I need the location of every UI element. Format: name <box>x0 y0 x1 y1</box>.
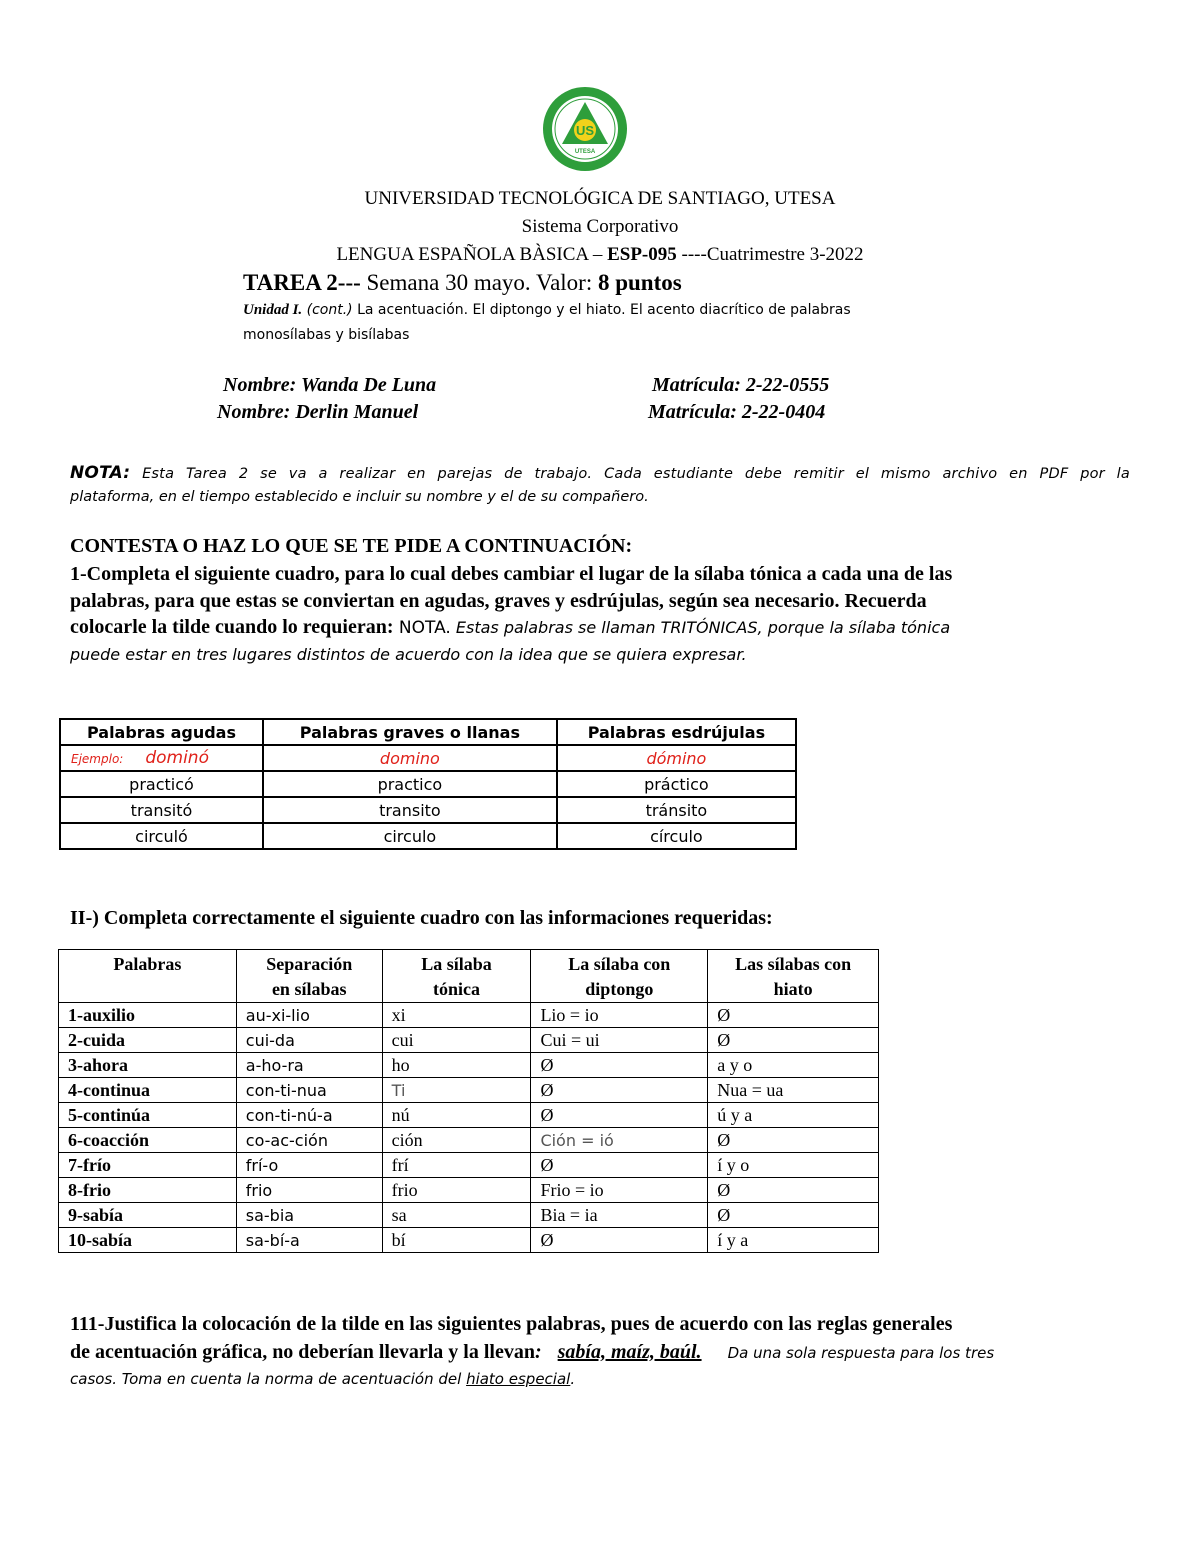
table-cell: tránsito <box>557 797 796 823</box>
table-cell: xi <box>382 1003 531 1028</box>
table-cell: bí <box>382 1228 531 1253</box>
table-cell: 8-frio <box>59 1178 237 1203</box>
table-row <box>59 1153 879 1178</box>
table-cell: práctico <box>557 771 796 797</box>
table-cell: í y o <box>708 1153 879 1178</box>
section1-line2: palabras, para que estas se conviertan en agudas, graves y esdrújulas, según sea necesario. Recuerda <box>70 590 927 612</box>
table-cell: a-ho-ra <box>236 1053 382 1078</box>
header-palabras: Palabras <box>59 950 237 1003</box>
table-cell: Ø <box>708 1028 879 1053</box>
table-cell: 3-ahora <box>59 1053 237 1078</box>
table-cell: 5-continúa <box>59 1103 237 1128</box>
table-cell: círculo <box>557 823 796 849</box>
table-cell: frio <box>382 1178 531 1203</box>
table-cell: frí <box>382 1153 531 1178</box>
table-cell: sa <box>382 1203 531 1228</box>
header-diptongo: La sílaba con diptongo <box>531 950 708 1003</box>
table-row <box>59 1003 879 1028</box>
table-cell: con-ti-nua <box>236 1078 382 1103</box>
table-cell: í y a <box>708 1228 879 1253</box>
table-row <box>59 1203 879 1228</box>
table-cell: ú y a <box>708 1103 879 1128</box>
table-cell: Lio = io <box>531 1003 708 1028</box>
logo-text: UTESA <box>574 149 596 155</box>
section3-line1: 111-Justifica la colocación de la tilde en las siguientes palabras, pues de acuerdo con las reglas generales <box>70 1313 953 1335</box>
table-cell: Nua = ua <box>708 1078 879 1103</box>
table-row <box>59 1078 879 1103</box>
table-cell: ho <box>382 1053 531 1078</box>
table-cell: con-ti-nú-a <box>236 1103 382 1128</box>
task-title: TAREA 2--- Semana 30 mayo. Valor: 8 puntos <box>243 270 682 295</box>
table-cell: sa-bí-a <box>236 1228 382 1253</box>
header-silaba-tonica: La sílaba tónica <box>382 950 531 1003</box>
table-header-row <box>60 719 796 745</box>
table-cell: Ø <box>531 1153 708 1178</box>
table-row-example <box>60 745 796 771</box>
table-cell: Bia = ia <box>531 1203 708 1228</box>
section1-line1: 1-Completa el siguiente cuadro, para lo cual debes cambiar el lugar de la sílaba tónica a cada una de las <box>70 563 953 585</box>
table-cell: au-xi-lio <box>236 1003 382 1028</box>
header-separacion: Separación en sílabas <box>236 950 382 1003</box>
instructions-title: CONTESTA O HAZ LO QUE SE TE PIDE A CONTINUACIÓN: <box>70 535 633 557</box>
table-cell: circulo <box>263 823 557 849</box>
system-name: Sistema Corporativo <box>521 216 679 237</box>
course-line: LENGUA ESPAÑOLA BÀSICA – ESP-095 ----Cuatrimestre 3-2022 <box>336 244 864 265</box>
example-esdrujula: dómino <box>557 745 796 771</box>
table-cell: 1-auxilio <box>59 1003 237 1028</box>
table-cell: Ø <box>531 1078 708 1103</box>
header-graves: Palabras graves o llanas <box>263 719 557 745</box>
table-row <box>59 1028 879 1053</box>
section3-line3: casos. Toma en cuenta la norma de acentuación del hiato especial. <box>70 1370 576 1388</box>
table-cell: Ción = ió <box>531 1128 708 1153</box>
example-aguda: Ejemplo: dominó <box>60 745 263 771</box>
table-cell: Ø <box>708 1003 879 1028</box>
table-cell: Ø <box>531 1053 708 1078</box>
section1-line3: colocarle la tilde cuando lo requieran: NOTA. Estas palabras se llaman TRITÓNICAS, porque la sílaba tónica <box>70 616 951 638</box>
utesa-logo <box>542 86 628 172</box>
table-row <box>59 1053 879 1078</box>
table-cell: a y o <box>708 1053 879 1078</box>
student-name-1: Nombre: Wanda De Luna <box>223 374 437 396</box>
header-esdrujulas: Palabras esdrújulas <box>557 719 796 745</box>
table-cell: 4-continua <box>59 1078 237 1103</box>
table-cell: practico <box>263 771 557 797</box>
table-cell: 6-coacción <box>59 1128 237 1153</box>
table-cell: Ø <box>531 1228 708 1253</box>
table-row <box>59 1103 879 1128</box>
table-cell: Ø <box>531 1103 708 1128</box>
table-cell: 7-frío <box>59 1153 237 1178</box>
table-cell: transitó <box>60 797 263 823</box>
table-cell: cui <box>382 1028 531 1053</box>
section1-line4: puede estar en tres lugares distintos de acuerdo con la idea que se quiera expresar. <box>70 645 747 664</box>
table-cell: ción <box>382 1128 531 1153</box>
table-cell: Ø <box>708 1128 879 1153</box>
table-row <box>60 771 796 797</box>
table-row <box>60 797 796 823</box>
table-cell: cui-da <box>236 1028 382 1053</box>
table-row <box>59 1128 879 1153</box>
note-line-2: plataforma, en el tiempo establecido e incluir su nombre y el de su compañero. <box>70 489 649 505</box>
unit-line-2: monosílabas y bisílabas <box>243 327 410 343</box>
section3-line2: de acentuación gráfica, no deberían llevarla y la llevan: sabía, maíz, baúl. Da una sola respuesta para los tres <box>70 1341 995 1363</box>
header-agudas: Palabras agudas <box>60 719 263 745</box>
table-cell: Ti <box>382 1078 531 1103</box>
table-cell: frí-o <box>236 1153 382 1178</box>
tritonic-table <box>59 718 797 850</box>
table-cell: co-ac-ción <box>236 1128 382 1153</box>
university-name: UNIVERSIDAD TECNOLÓGICA DE SANTIAGO, UTESA <box>364 188 836 209</box>
table-cell: 2-cuida <box>59 1028 237 1053</box>
table-header-row <box>59 950 879 1003</box>
table-cell: Cui = ui <box>531 1028 708 1053</box>
table-row <box>60 823 796 849</box>
table-cell: sa-bia <box>236 1203 382 1228</box>
table-cell: Frio = io <box>531 1178 708 1203</box>
table-cell: circuló <box>60 823 263 849</box>
table-cell: 9-sabía <box>59 1203 237 1228</box>
table-cell: Ø <box>708 1203 879 1228</box>
table-row <box>59 1178 879 1203</box>
table-row <box>59 1228 879 1253</box>
table-cell: nú <box>382 1103 531 1128</box>
table-cell: transito <box>263 797 557 823</box>
logo-initials: US <box>575 123 595 138</box>
table-cell: Ø <box>708 1178 879 1203</box>
student-name-2: Nombre: Derlin Manuel <box>217 401 419 423</box>
table-cell: practicó <box>60 771 263 797</box>
header-hiato: Las sílabas con hiato <box>708 950 879 1003</box>
table-cell: 10-sabía <box>59 1228 237 1253</box>
unit-line-1: Unidad I. (cont.) La acentuación. El diptongo y el hiato. El acento diacrítico de palabras <box>243 302 851 318</box>
section2-title: II-) Completa correctamente el siguiente cuadro con las informaciones requeridas: <box>70 907 773 929</box>
note-line-1: NOTA: Esta Tarea 2 se va a realizar en parejas de trabajo. Cada estudiante debe remitir el mismo archivo en PDF por la <box>70 463 1130 483</box>
syllable-table <box>58 949 879 1253</box>
example-grave: domino <box>263 745 557 771</box>
student-id-1: Matrícula: 2-22-0555 <box>652 374 830 396</box>
table-cell: frio <box>236 1178 382 1203</box>
student-id-2: Matrícula: 2-22-0404 <box>648 401 826 423</box>
